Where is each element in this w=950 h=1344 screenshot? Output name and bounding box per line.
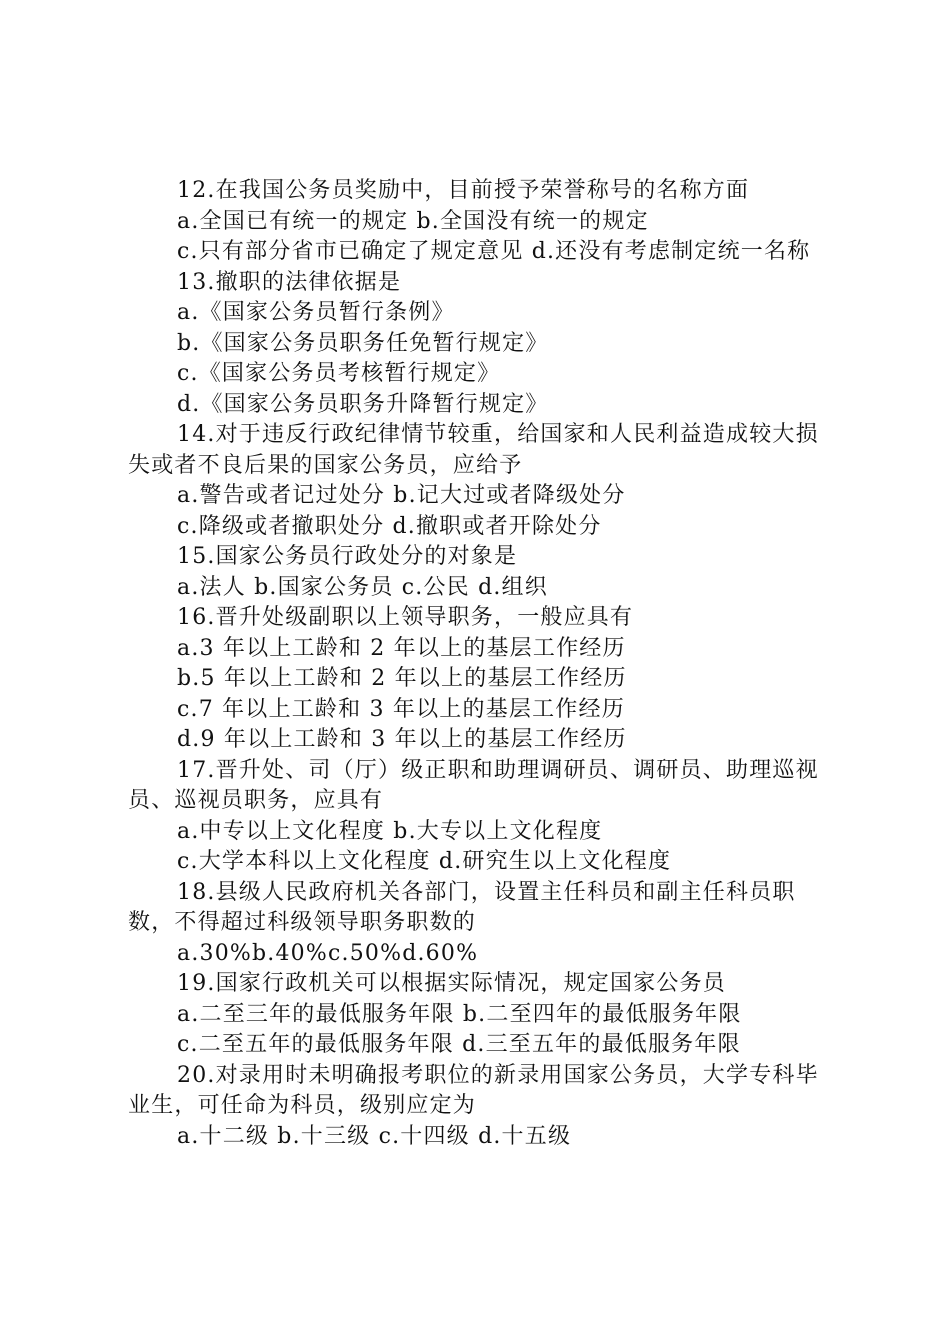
question-12-options-ab: a.全国已有统一的规定 b.全国没有统一的规定 bbox=[177, 208, 649, 234]
question-12-stem: 12.在我国公务员奖励中，目前授予荣誉称号的名称方面 bbox=[177, 178, 750, 203]
question-13-stem: 13.撤职的法律依据是 bbox=[177, 269, 402, 295]
question-14-options-ab: a.警告或者记过处分 b.记大过或者降级处分 bbox=[177, 483, 626, 508]
question-19-options-cd: c.二至五年的最低服务年限 d.三至五年的最低服务年限 bbox=[177, 1032, 741, 1057]
question-16-option-d: d.9 年以上工龄和 3 年以上的基层工作经历 bbox=[177, 727, 627, 752]
question-13-option-a: a.《国家公务员暂行条例》 bbox=[177, 300, 455, 325]
question-16-option-c: c.7 年以上工龄和 3 年以上的基层工作经历 bbox=[177, 696, 625, 722]
question-16-option-a: a.3 年以上工龄和 2 年以上的基层工作经历 bbox=[177, 635, 626, 661]
question-13-option-b: b.《国家公务员职务任免暂行规定》 bbox=[177, 330, 549, 356]
question-20-stem: 20.对录用时未明确报考职位的新录用国家公务员，大学专科毕业生，可任命为科员，级别应定为 bbox=[128, 1062, 819, 1118]
question-17-options-cd: c.大学本科以上文化程度 d.研究生以上文化程度 bbox=[177, 849, 672, 874]
question-12-options-cd: c.只有部分省市已确定了规定意见 d.还没有考虑制定统一名称 bbox=[177, 239, 811, 264]
question-19-stem: 19.国家行政机关可以根据实际情况，规定国家公务员 bbox=[177, 971, 726, 996]
question-18-stem: 18.县级人民政府机关各部门，设置主任科员和副主任科员职数，不得超过科级领导职务职数的 bbox=[128, 879, 796, 935]
question-16-option-b: b.5 年以上工龄和 2 年以上的基层工作经历 bbox=[177, 666, 627, 691]
question-14-stem: 14.对于违反行政纪律情节较重，给国家和人民利益造成较大损失或者不良后果的国家公务员，应给予 bbox=[128, 422, 819, 478]
document-body bbox=[128, 176, 834, 1152]
question-15-options: a.法人 b.国家公务员 c.公民 d.组织 bbox=[177, 574, 548, 600]
question-18-options: a.30%b.40%c.50%d.60% bbox=[177, 940, 479, 966]
question-19-options-ab: a.二至三年的最低服务年限 b.二至四年的最低服务年限 bbox=[177, 1001, 742, 1027]
question-13-option-d: d.《国家公务员职务升降暂行规定》 bbox=[177, 391, 549, 417]
question-13-option-c: c.《国家公务员考核暂行规定》 bbox=[177, 361, 501, 386]
question-16-stem: 16.晋升处级副职以上领导职务，一般应具有 bbox=[177, 605, 634, 630]
question-15-stem: 15.国家公务员行政处分的对象是 bbox=[177, 544, 518, 569]
question-17-options-ab: a.中专以上文化程度 b.大专以上文化程度 bbox=[177, 818, 603, 844]
question-17-stem: 17.晋升处、司（厅）级正职和助理调研员、调研员、助理巡视员、巡视员职务，应具有 bbox=[128, 757, 819, 813]
question-20-options: a.十二级 b.十三级 c.十四级 d.十五级 bbox=[177, 1123, 572, 1149]
question-14-options-cd: c.降级或者撤职处分 d.撤职或者开除处分 bbox=[177, 513, 602, 539]
